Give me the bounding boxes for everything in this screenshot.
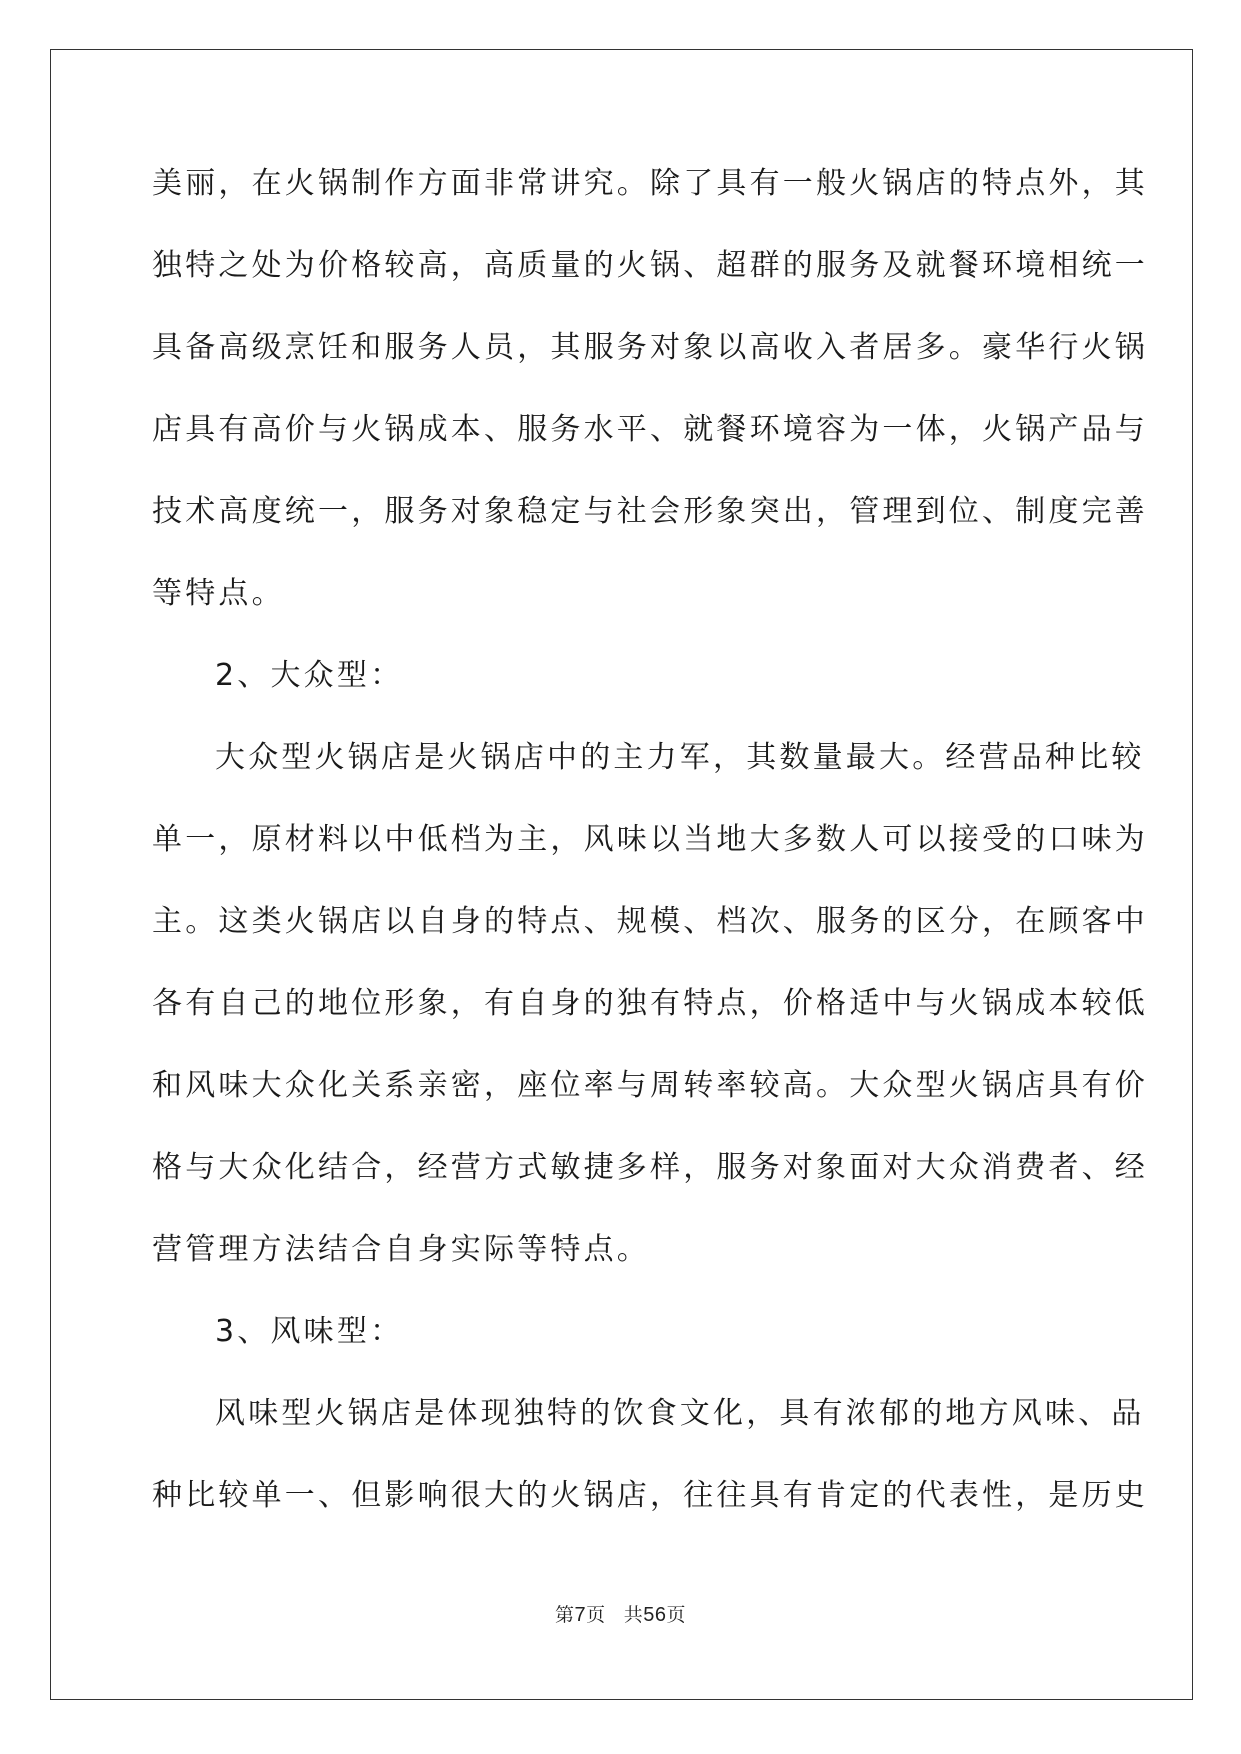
body-line: 美丽，在火锅制作方面非常讲究。除了具有一般火锅店的特点外，其: [152, 166, 1148, 201]
total-suffix: 页: [666, 1604, 686, 1626]
body-line: 种比较单一、但影响很大的火锅店，往往具有肯定的代表性，是历史: [152, 1478, 1148, 1513]
section-heading: 2、大众型：: [215, 658, 404, 693]
body-line: 主。这类火锅店以自身的特点、规模、档次、服务的区分，在顾客中: [152, 904, 1148, 939]
document-body: [152, 164, 1148, 1558]
page-footer: [0, 1600, 1241, 1627]
body-line: 单一，原材料以中低档为主，风味以当地大多数人可以接受的口味为: [152, 822, 1148, 857]
paragraph-start-line: 风味型火锅店是体现独特的饮食文化，具有浓郁的地方风味、品: [215, 1396, 1145, 1431]
paragraph-start-line: 大众型火锅店是火锅店中的主力军，其数量最大。经营品种比较: [215, 740, 1145, 775]
body-line: 独特之处为价格较高，高质量的火锅、超群的服务及就餐环境相统一: [152, 248, 1148, 283]
body-line: 各有自己的地位形象，有自身的独有特点，价格适中与火锅成本较低: [152, 986, 1148, 1021]
body-line: 营管理方法结合自身实际等特点。: [152, 1232, 650, 1267]
page-suffix: 页: [586, 1604, 606, 1626]
section-heading: 3、风味型：: [215, 1314, 404, 1349]
body-line: 技术高度统一，服务对象稳定与社会形象突出，管理到位、制度完善: [152, 494, 1148, 529]
body-line: 和风味大众化关系亲密，座位率与周转率较高。大众型火锅店具有价: [152, 1068, 1148, 1103]
body-line: 具备高级烹饪和服务人员，其服务对象以高收入者居多。豪华行火锅: [152, 330, 1148, 365]
page-number: 7: [574, 1604, 587, 1626]
body-line: 店具有高价与火锅成本、服务水平、就餐环境容为一体，火锅产品与: [152, 412, 1148, 447]
body-line: 等特点。: [152, 576, 285, 611]
body-line: 格与大众化结合，经营方式敏捷多样，服务对象面对大众消费者、经: [152, 1150, 1148, 1185]
total-prefix: 共: [623, 1604, 644, 1626]
page-prefix: 第: [555, 1604, 575, 1626]
total-pages: 56: [643, 1604, 667, 1626]
